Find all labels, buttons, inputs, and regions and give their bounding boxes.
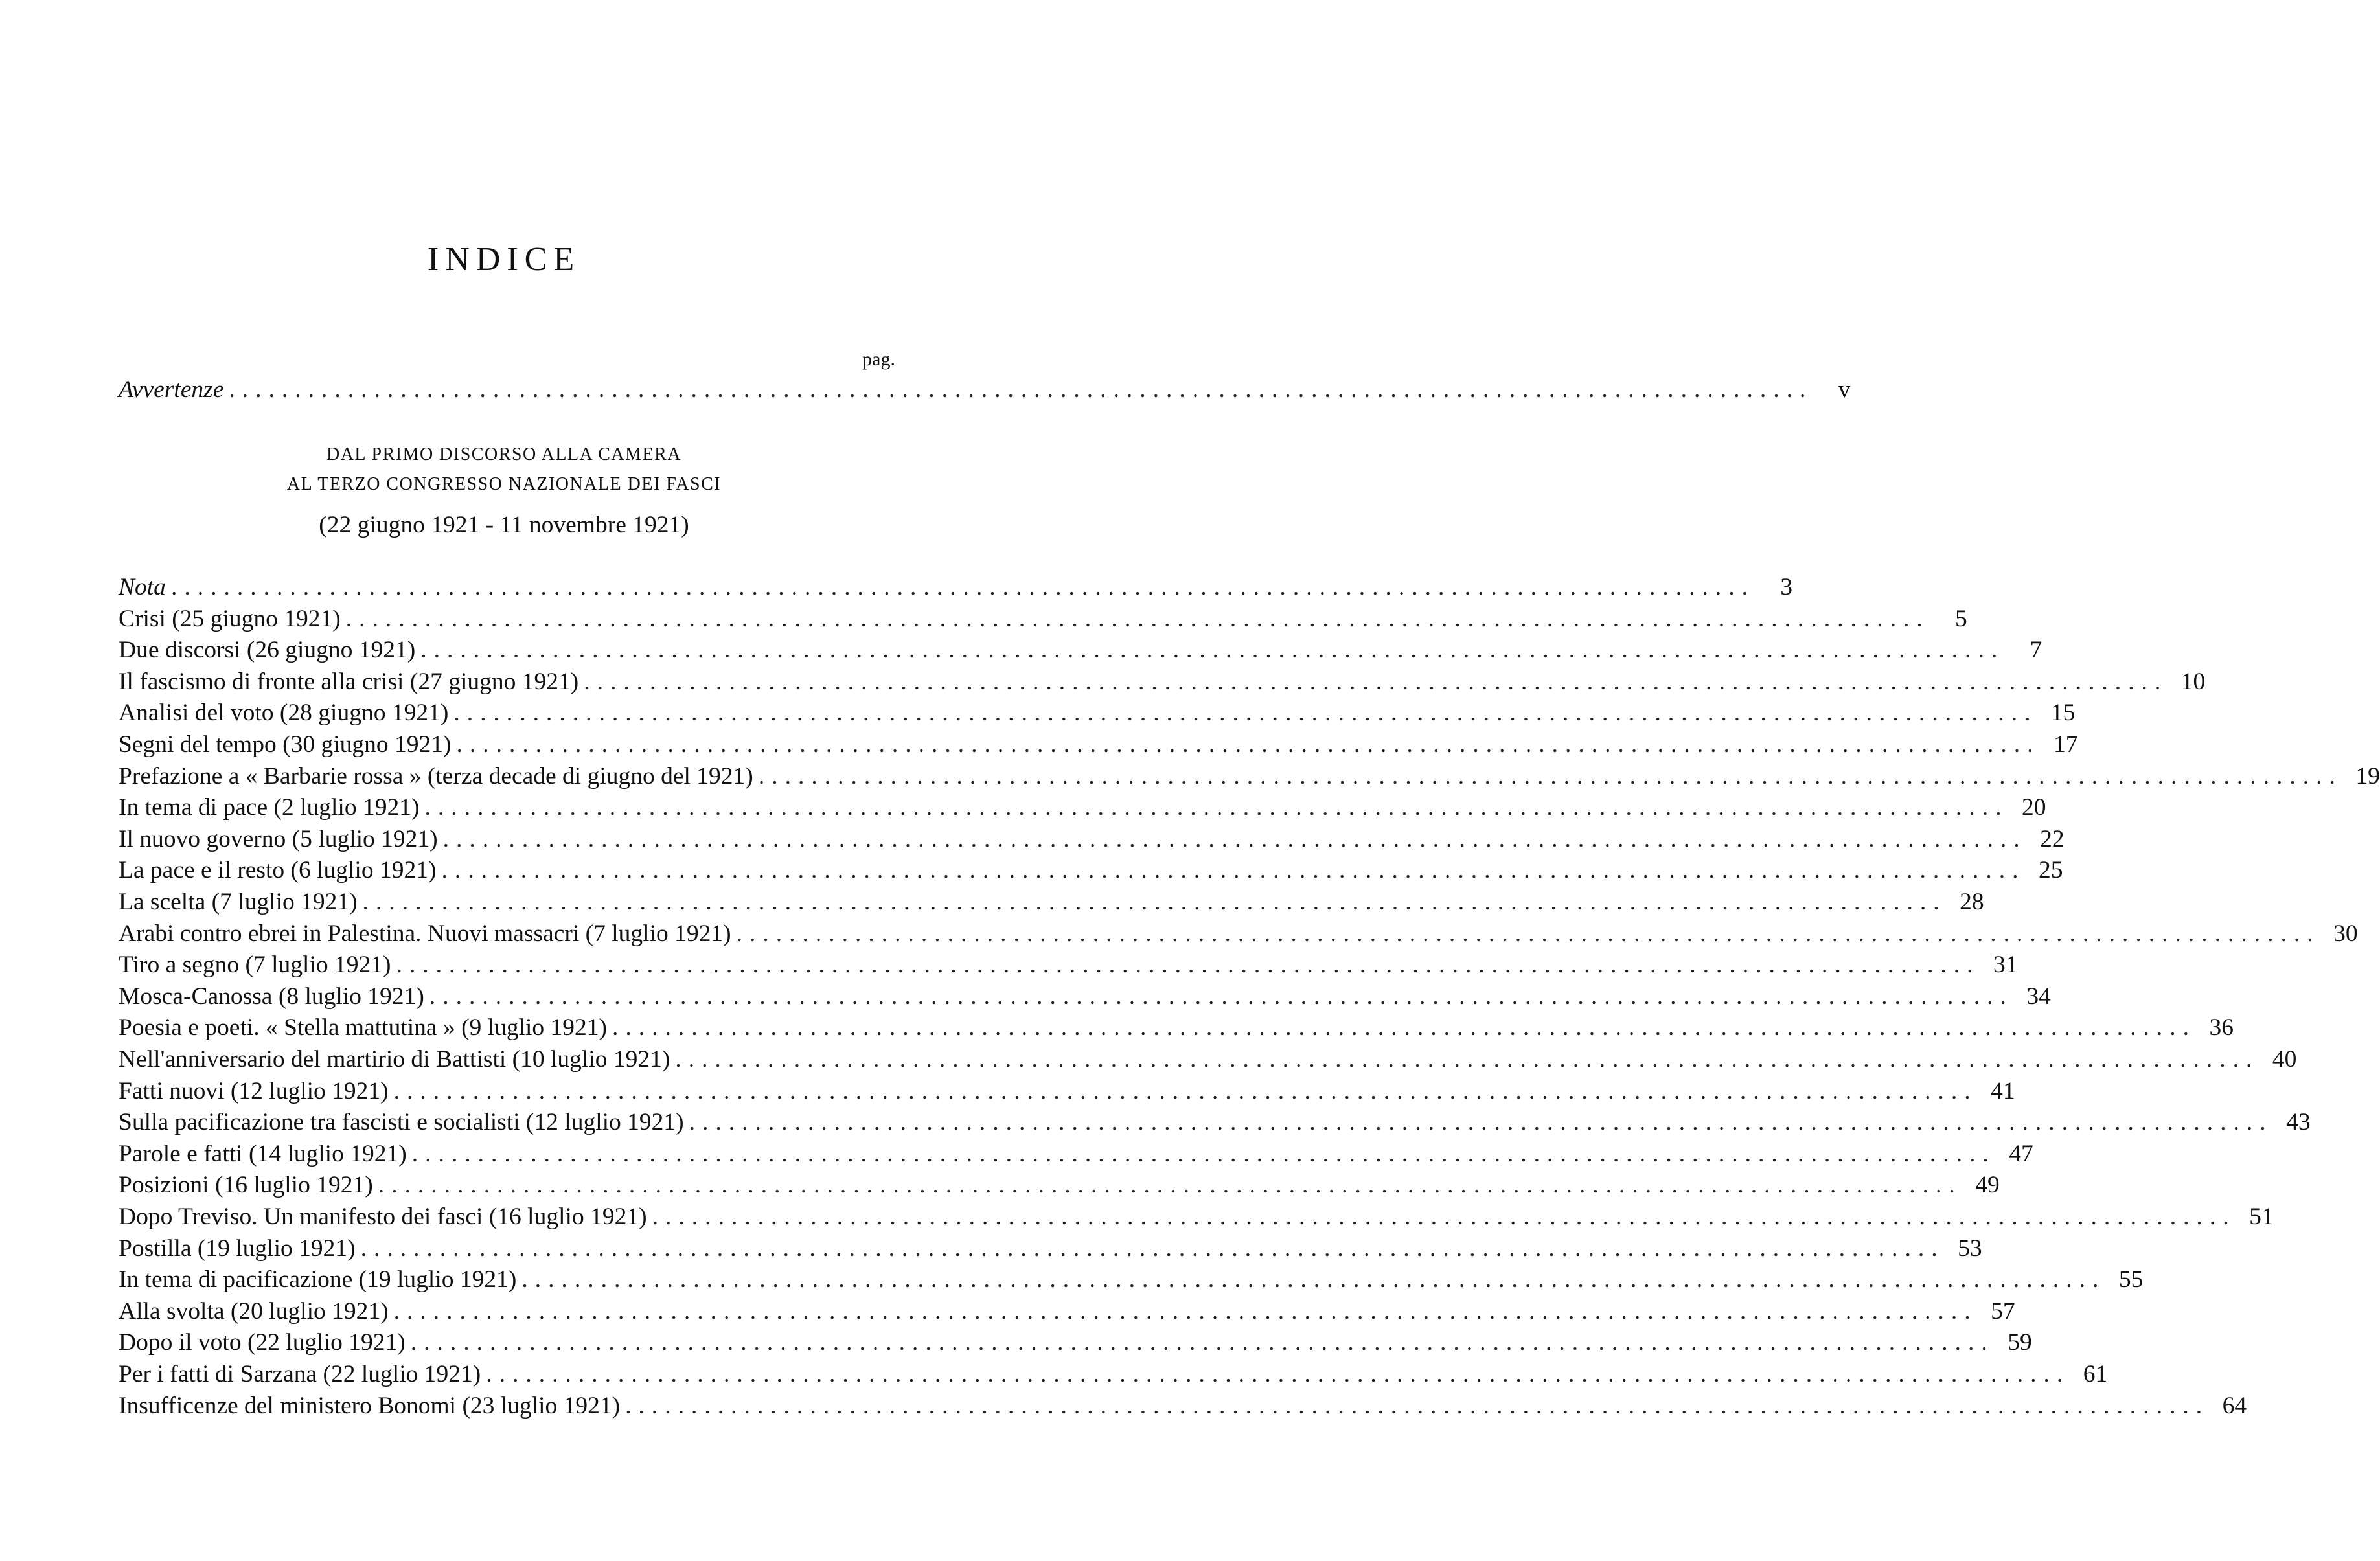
toc-entry-page: 34 xyxy=(2026,983,2051,1010)
toc-row[interactable] xyxy=(119,1140,2033,1167)
dot-leader: ........................................................................................................................ xyxy=(453,700,2038,727)
toc-entry-title: Dopo il voto (22 luglio 1921) xyxy=(119,1329,406,1356)
toc-row-preface[interactable] xyxy=(119,376,1851,403)
page-title: INDICE xyxy=(427,241,581,278)
toc-entry-page: 22 xyxy=(2040,825,2065,852)
toc-row[interactable] xyxy=(119,920,2358,947)
toc-entry-page: 51 xyxy=(2249,1203,2274,1230)
toc-entry-title: Dopo Treviso. Un manifesto dei fasci (16 luglio 1921) xyxy=(119,1203,647,1230)
toc-entry-page: 64 xyxy=(2222,1392,2247,1419)
dot-leader: ........................................................................................................................ xyxy=(456,731,2041,758)
toc-entry-title: Parole e fatti (14 luglio 1921) xyxy=(119,1140,407,1167)
toc-row[interactable] xyxy=(119,857,2063,884)
toc-entry-page: 57 xyxy=(1991,1297,2015,1325)
dot-leader: ........................................................................................................................ xyxy=(612,1014,2197,1042)
toc-entry-page: 20 xyxy=(2021,794,2046,821)
toc-entry-title: Sulla pacificazione tra fascisti e socialisti (12 luglio 1921) xyxy=(119,1109,684,1136)
toc-entry-title: Nota xyxy=(119,574,166,600)
toc-entry-title: Fatti nuovi (12 luglio 1921) xyxy=(119,1077,389,1104)
toc-entry-page: 47 xyxy=(2009,1140,2033,1167)
dot-leader: ........................................................................................................................ xyxy=(393,1297,1978,1325)
toc-entry-title: In tema di pacificazione (19 luglio 1921) xyxy=(119,1266,517,1293)
dot-leader: ........................................................................................................................ xyxy=(345,605,1930,632)
dot-leader: ........................................................................................................................ xyxy=(411,1140,1996,1167)
toc-entry-title: Postilla (19 luglio 1921) xyxy=(119,1235,356,1262)
section-heading-line2: AL TERZO CONGRESSO NAZIONALE DEI FASCI xyxy=(286,474,722,494)
toc-row[interactable] xyxy=(119,637,2042,664)
toc-entry-title: Segni del tempo (30 giugno 1921) xyxy=(119,731,452,758)
toc-entry-page: 25 xyxy=(2038,857,2063,884)
toc-entry-title: Poesia e poeti. « Stella mattutina » (9 luglio 1921) xyxy=(119,1014,608,1042)
toc-row[interactable] xyxy=(119,574,1792,600)
toc-row[interactable] xyxy=(119,1077,2015,1104)
toc-entry-title: Tiro a segno (7 luglio 1921) xyxy=(119,951,391,979)
toc-entry-page: 40 xyxy=(2272,1046,2297,1073)
toc-entry-title: Per i fatti di Sarzana (22 luglio 1921) xyxy=(119,1361,481,1387)
toc-entry-title: La pace e il resto (6 luglio 1921) xyxy=(119,857,437,884)
toc-row[interactable] xyxy=(119,1329,2032,1356)
toc-row[interactable] xyxy=(119,668,2206,695)
toc-entry-page: 19 xyxy=(2355,762,2380,790)
dot-leader: ........................................................................................................................ xyxy=(429,983,2013,1010)
toc-entry-page: 7 xyxy=(2030,637,2042,664)
section-heading-line1: DAL PRIMO DISCORSO ALLA CAMERA xyxy=(326,444,682,464)
toc-row[interactable] xyxy=(119,700,2076,727)
toc-row[interactable] xyxy=(119,1235,1982,1262)
dot-leader: ........................................................................................................................ xyxy=(442,825,2027,852)
dot-leader: ........................................................................................................................ xyxy=(410,1329,1995,1356)
dot-leader: ........................................................................................................................ xyxy=(360,1235,1945,1262)
toc-entry-title: Avvertenze xyxy=(119,376,224,403)
toc-entry-title: La scelta (7 luglio 1921) xyxy=(119,889,358,915)
toc-entry-title: Mosca-Canossa (8 luglio 1921) xyxy=(119,983,424,1010)
toc-entry-page: 10 xyxy=(2180,668,2206,695)
toc-entry-page: 55 xyxy=(2118,1266,2144,1293)
toc-row[interactable] xyxy=(119,1046,2297,1073)
pag-label: pag. xyxy=(862,348,895,370)
dot-leader: ........................................................................................................................ xyxy=(420,637,2005,664)
toc-row[interactable] xyxy=(119,951,2018,979)
toc-row[interactable] xyxy=(119,889,1984,915)
toc-row[interactable] xyxy=(119,1266,2144,1293)
toc-entry-title: Il fascismo di fronte alla crisi (27 giugno 1921) xyxy=(119,668,579,695)
dot-leader: ........................................................................................................................ xyxy=(229,376,1813,403)
toc-entry-title: Arabi contro ebrei in Palestina. Nuovi massacri (7 luglio 1921) xyxy=(119,920,731,947)
dot-leader: ........................................................................................................................ xyxy=(675,1046,2260,1073)
toc-entry-title: Due discorsi (26 giugno 1921) xyxy=(119,637,416,664)
dot-leader: ........................................................................................................................ xyxy=(689,1109,2273,1136)
toc-entry-title: Prefazione a « Barbarie rossa » (terza decade di giugno del 1921) xyxy=(119,762,753,790)
dot-leader: ........................................................................................................................ xyxy=(362,889,1947,915)
dot-leader: ........................................................................................................................ xyxy=(378,1172,1962,1199)
dot-leader: ........................................................................................................................ xyxy=(396,951,1980,979)
toc-row[interactable] xyxy=(119,794,2046,821)
toc-entry-page: 53 xyxy=(1958,1235,1982,1262)
toc-row[interactable] xyxy=(119,762,2380,790)
toc-entry-page: 15 xyxy=(2050,700,2076,727)
toc-entry-page: 31 xyxy=(1993,951,2018,979)
toc-row[interactable] xyxy=(119,825,2065,852)
toc-row[interactable] xyxy=(119,983,2051,1010)
toc-entry-title: In tema di pace (2 luglio 1921) xyxy=(119,794,420,821)
toc-row[interactable] xyxy=(119,605,1967,632)
toc-entry-page: 41 xyxy=(1991,1077,2015,1104)
dot-leader: ........................................................................................................................ xyxy=(424,794,2009,821)
dot-leader: ........................................................................................................................ xyxy=(486,1361,2070,1387)
dot-leader: ........................................................................................................................ xyxy=(170,574,1755,600)
toc-entry-title: Nell'anniversario del martirio di Battisti (10 luglio 1921) xyxy=(119,1046,670,1073)
toc-entry-page: 5 xyxy=(1954,605,1967,632)
dot-leader: ........................................................................................................................ xyxy=(584,668,2168,695)
toc-row[interactable] xyxy=(119,1014,2234,1042)
toc-entry-page: 28 xyxy=(1960,889,1984,915)
toc-entry-title: Crisi (25 giugno 1921) xyxy=(119,605,341,632)
toc-entry-page: 36 xyxy=(2209,1014,2234,1042)
dot-leader: ........................................................................................................................ xyxy=(736,920,2320,947)
dot-leader: ........................................................................................................................ xyxy=(625,1392,2210,1419)
toc-entry-page: 3 xyxy=(1780,574,1792,600)
toc-entry-page: v xyxy=(1838,376,1851,403)
dot-leader: ........................................................................................................................ xyxy=(521,1266,2106,1293)
toc-entry-title: Insufficenze del ministero Bonomi (23 luglio 1921) xyxy=(119,1392,621,1419)
section-heading-dates: (22 giugno 1921 - 11 novembre 1921) xyxy=(319,512,689,538)
toc-entry-page: 43 xyxy=(2286,1109,2311,1136)
toc-row[interactable] xyxy=(119,731,2078,758)
toc-row[interactable] xyxy=(119,1172,2000,1199)
toc-entry-page: 17 xyxy=(2053,731,2078,758)
dot-leader: ........................................................................................................................ xyxy=(393,1077,1978,1104)
toc-row[interactable] xyxy=(119,1109,2311,1136)
toc-entry-title: Il nuovo governo (5 luglio 1921) xyxy=(119,825,438,852)
toc-row[interactable] xyxy=(119,1392,2247,1419)
toc-row[interactable] xyxy=(119,1297,2015,1325)
toc-entry-page: 61 xyxy=(2083,1361,2108,1387)
toc-entry-page: 49 xyxy=(1975,1172,2000,1199)
dot-leader: ........................................................................................................................ xyxy=(652,1203,2236,1230)
toc-entry-title: Alla svolta (20 luglio 1921) xyxy=(119,1297,389,1325)
dot-leader: ........................................................................................................................ xyxy=(758,762,2342,790)
toc-entry-page: 30 xyxy=(2333,920,2358,947)
toc-entry-page: 59 xyxy=(2008,1329,2032,1356)
toc-entry-title: Analisi del voto (28 giugno 1921) xyxy=(119,700,449,727)
toc-entry-title: Posizioni (16 luglio 1921) xyxy=(119,1172,373,1199)
toc-row[interactable] xyxy=(119,1203,2274,1230)
toc-row[interactable] xyxy=(119,1361,2108,1387)
dot-leader: ........................................................................................................................ xyxy=(441,857,2026,884)
